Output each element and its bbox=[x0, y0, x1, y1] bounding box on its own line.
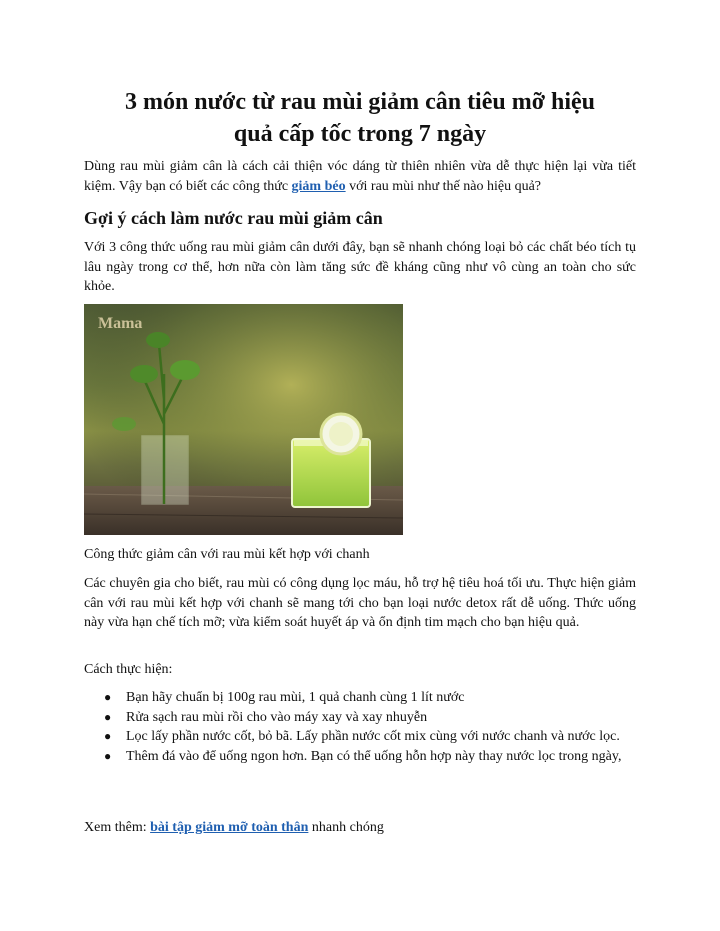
photo-caption: Công thức giảm cân với rau mùi kết hợp với chanh bbox=[84, 547, 370, 562]
intro-text-after: với rau mùi như thế nào hiệu quả? bbox=[345, 178, 541, 194]
section-heading: Gợi ý cách làm nước rau mùi giảm cân bbox=[84, 208, 383, 228]
step-text: Lọc lấy phần nước cốt, bỏ bã. Lấy phần nước cốt mix cùng với nước chanh và nước lọc. bbox=[126, 729, 620, 744]
bullet-icon: ● bbox=[104, 748, 112, 763]
photo-illustration bbox=[84, 304, 403, 535]
article-title bbox=[84, 86, 636, 150]
photo-watermark: Mama bbox=[98, 315, 143, 332]
step-text: Bạn hãy chuẩn bị 100g rau mùi, 1 quả chanh cùng 1 lít nước bbox=[126, 690, 465, 705]
lemon-recipe-paragraph: Các chuyên gia cho biết, rau mùi có công dụng lọc máu, hỗ trợ hệ tiêu hoá tối ưu. Thực hiện giảm cân với rau mùi kết hợp với chanh sẽ mang tới cho bạn loại nước detox rất dễ uống. Thức uống này vừa hạn chế tích mỡ; vừa kiểm soát huyết áp và ổn định tim mạch cho bạn hiệu quả. bbox=[84, 576, 636, 630]
bullet-icon: ● bbox=[104, 690, 112, 704]
howto-label: Cách thực hiện: bbox=[84, 662, 173, 677]
section-paragraph: Với 3 công thức uống rau mùi giảm cân dưới đây, bạn sẽ nhanh chóng loại bỏ các chất béo tích tụ lâu ngày trong cơ thể, hơn nữa còn làm tăng sức đề kháng cũng như vô cùng an toàn cho sức khỏe. bbox=[84, 240, 636, 294]
full-body-exercise-link[interactable]: bài tập giảm mỡ toàn thân bbox=[150, 820, 309, 835]
intro-paragraph bbox=[84, 157, 636, 196]
intro-text-before: Dùng rau mùi giảm cân là cách cải thiện vóc dáng từ thiên nhiên vừa dễ thực hiện lại vừa tiết kiệm. Vậy bạn có biết các công thức bbox=[84, 159, 636, 194]
list-item bbox=[84, 747, 636, 767]
bullet-icon: ● bbox=[104, 709, 112, 724]
see-more-after: nhanh chóng bbox=[308, 820, 384, 835]
giam-beo-link[interactable]: giảm béo bbox=[291, 178, 346, 194]
step-text: Rửa sạch rau mùi rồi cho vào máy xay và xay nhuyễn bbox=[126, 709, 428, 725]
step-text: Thêm đá vào để uống ngon hơn. Bạn có thể uống hỗn hợp này thay nước lọc trong ngày, bbox=[126, 748, 622, 764]
coriander-lemon-drink-photo bbox=[84, 304, 403, 535]
bullet-icon: ● bbox=[104, 729, 112, 743]
see-more-line bbox=[84, 818, 384, 838]
steps-list bbox=[84, 688, 636, 766]
title-line-2: quả cấp tốc trong 7 ngày bbox=[233, 121, 487, 147]
title-line-1: 3 món nước từ rau mùi giảm cân tiêu mỡ hiệu bbox=[124, 89, 596, 115]
see-more-label: Xem thêm: bbox=[84, 820, 151, 835]
list-item bbox=[84, 708, 636, 728]
list-item bbox=[84, 688, 636, 708]
list-item bbox=[84, 727, 636, 747]
